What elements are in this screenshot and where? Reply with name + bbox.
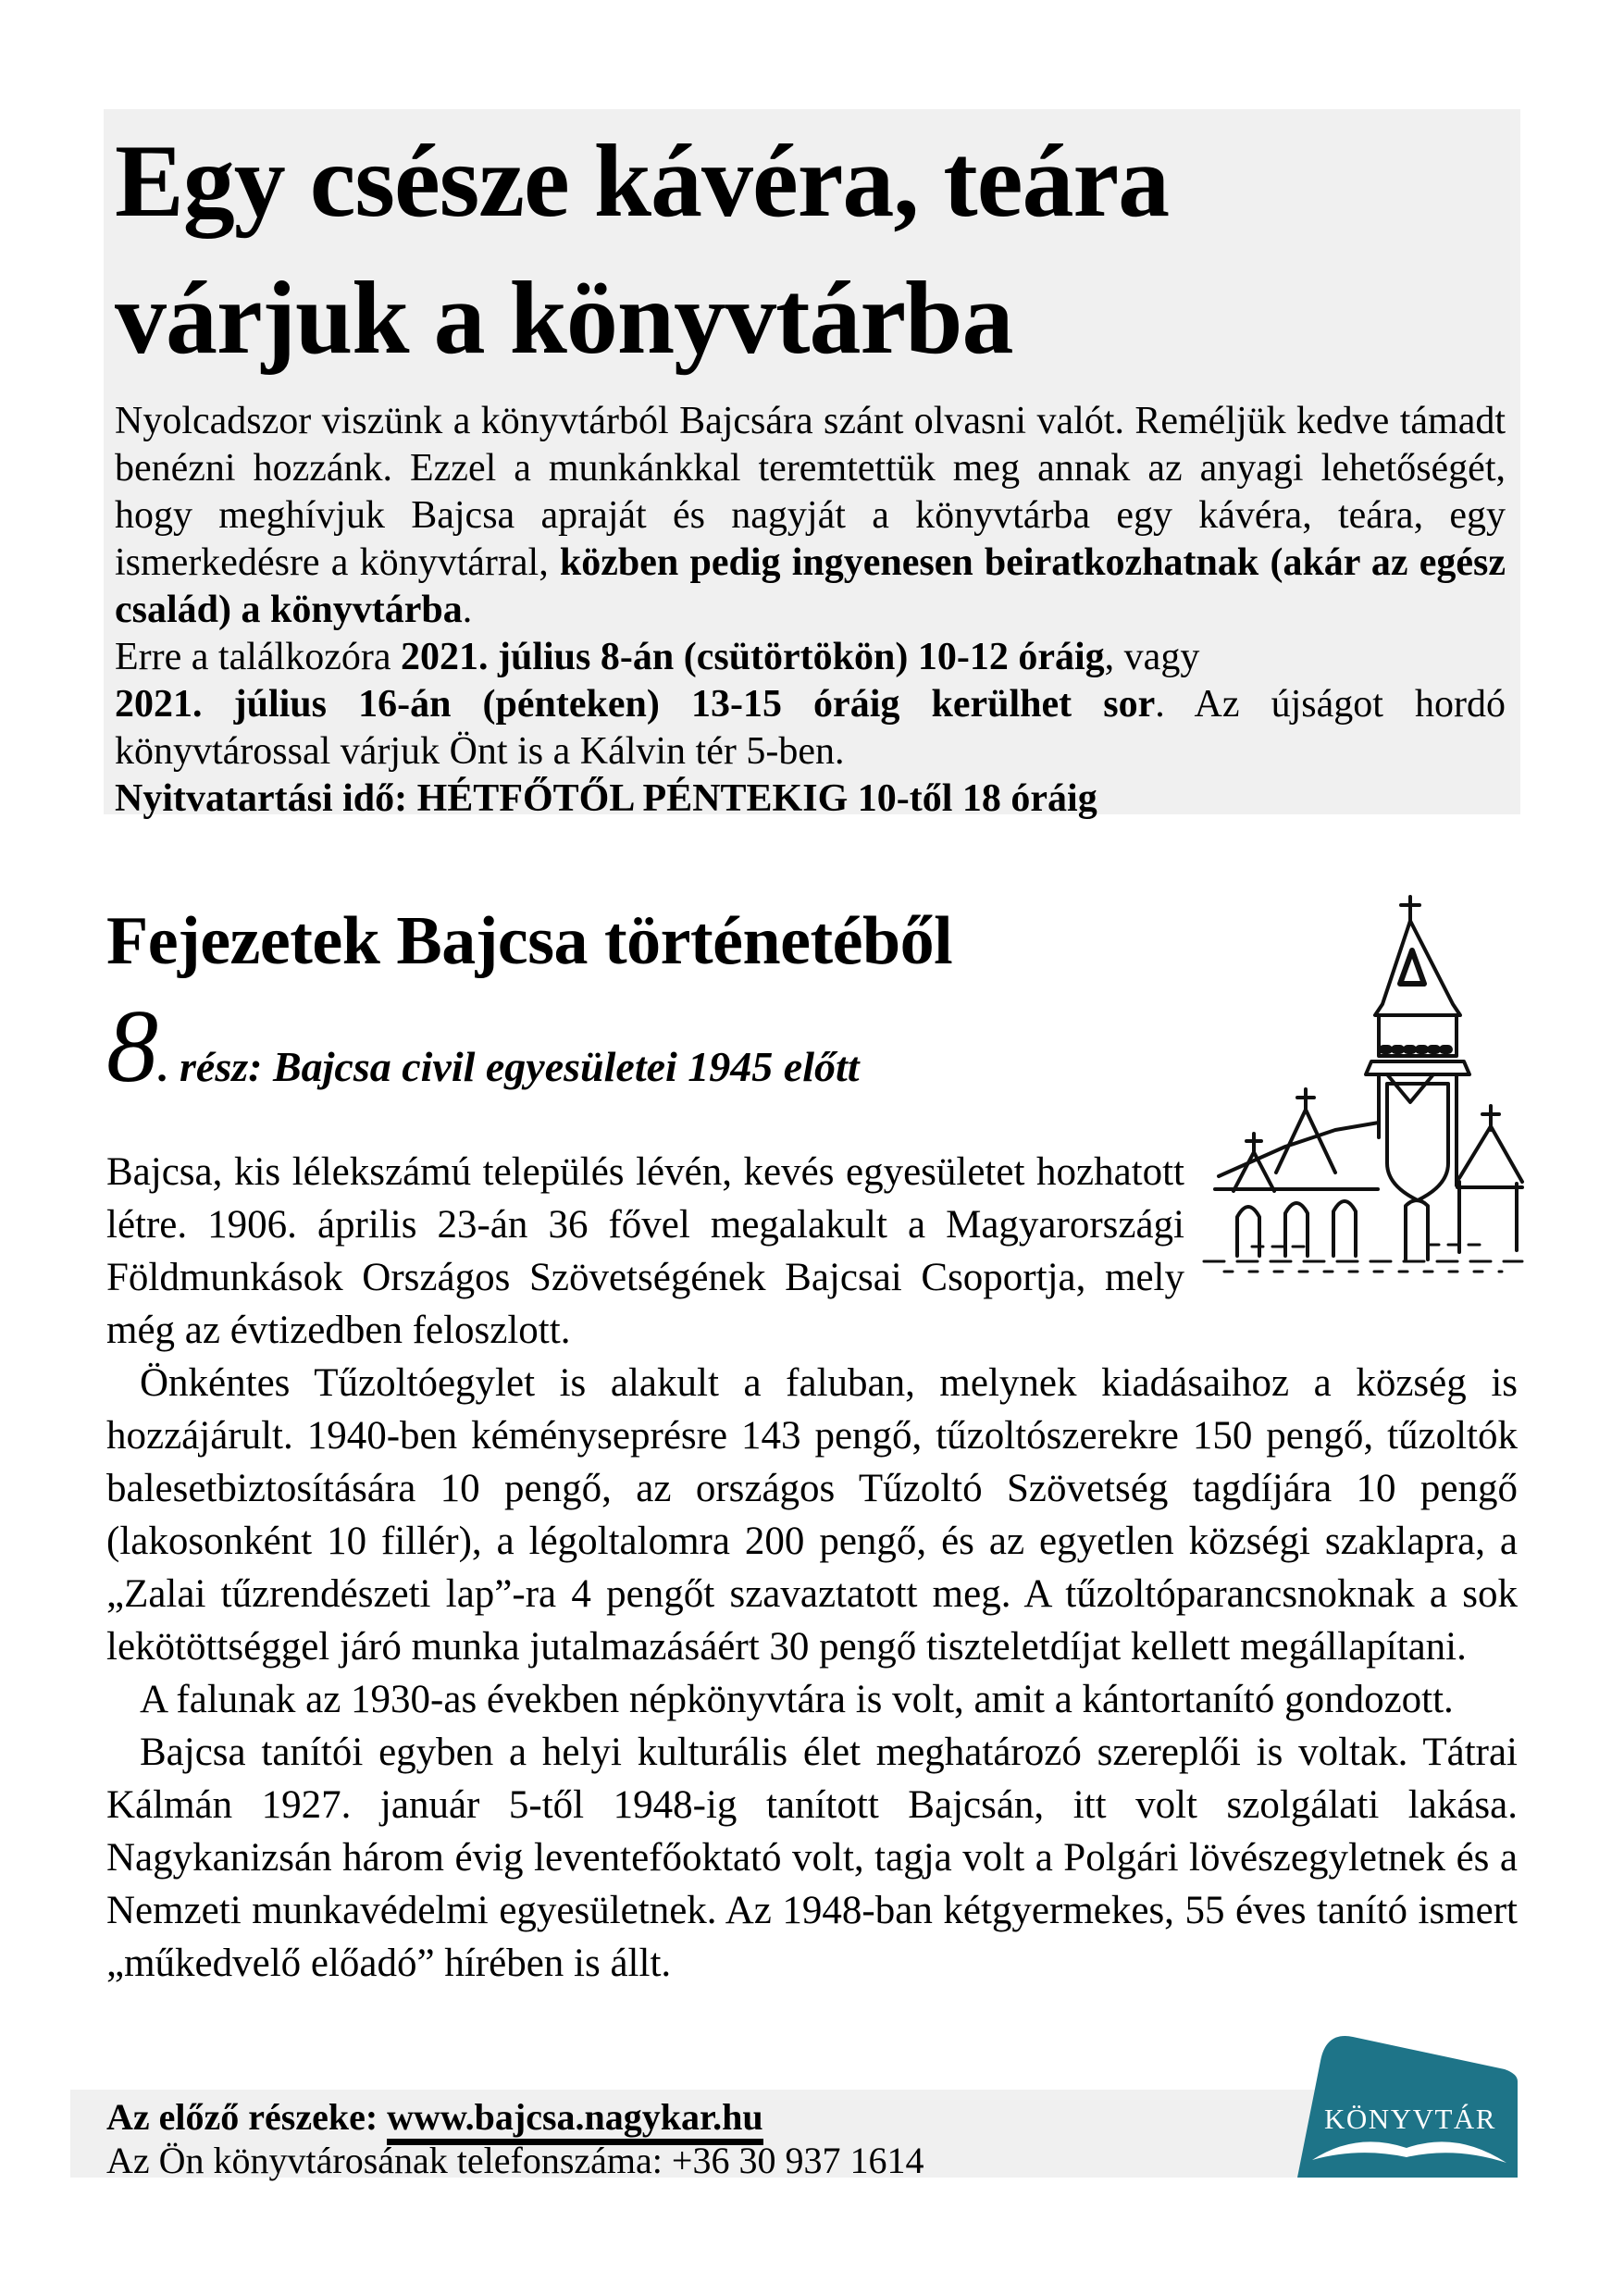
intro-block xyxy=(115,634,1506,681)
librarian-phone-line: Az Ön könyvtárosának telefonszáma: +36 30 937 1614 xyxy=(106,2140,924,2181)
article-paragraph: Önkéntes Tűzoltóegylet is alakult a faluban, melynek kiadásaihoz a község is hozzájárult. 1940-ben kéményseprésre 143 pengő, tűzoltószerekre 150 pengő, tűzoltók balesetbiztosítására 10 pengő, az országos Tűzoltó Szövetség tagdíjára 10 pengő (lakosonként 10 fillér), a légoltalomra 200 pengő, és az egyetlen községi szaklapra, a „Zalai tűzrendészeti lap”-ra 4 pengőt szavaztatott meg. A tűzoltóparancsnoknak a sok lekötöttséggel járó munka jutalmazásáért 30 pengő tiszteletdíjat kellett megállapítani. xyxy=(106,1360,1518,1669)
text-run: Nyitvatartási idő: HÉTFŐTŐL PÉNTEKIG 10-től 18 óráig xyxy=(115,777,1097,820)
announcement-box xyxy=(104,109,1520,820)
subtitle-part-number: 8 xyxy=(106,989,158,1104)
subtitle-text: . rész: Bajcsa civil egyesületei 1945 előtt xyxy=(158,1043,860,1090)
article-paragraph: Bajcsa, kis lélekszámú település lévén, kevés egyesületet hozhatott létre. 1906. április 23-án 36 fővel megalakult a Magyarországi Földmunkások Országos Szövetségének Bajcsai Csoportja, mely még az évtizedben feloszlott. xyxy=(106,1146,1518,1357)
library-logo xyxy=(1295,2011,1518,2178)
intro-block xyxy=(115,776,1506,823)
logo-wordmark: KÖNYVTÁR xyxy=(1324,2103,1496,2135)
intro-block xyxy=(115,681,1506,776)
previous-parts-label: Az előző részeke: xyxy=(106,2096,388,2138)
headline-line-2: várjuk a könyvtárba xyxy=(115,261,1013,376)
text-run: közben pedig ingyenesen beiratkozhatnak (akár az egész család) a könyvtárba xyxy=(115,541,1506,631)
article-paragraph: A falunak az 1930-as években népkönyvtára is volt, amit a kántortanító gondozott. xyxy=(140,1677,1454,1721)
intro-block xyxy=(115,398,1506,634)
intro-text xyxy=(115,398,1506,823)
text-run: . Az újságot hordó könyvtárossal várjuk Önt is a Kálvin tér 5-ben. xyxy=(115,683,1506,773)
text-run: 2021. július 16-án (pénteken) 13-15 óráig kerülhet sor xyxy=(115,683,1156,726)
text-run: Nyolcadszor viszünk a könyvtárból Bajcsára szánt olvasni valót. Reméljük kedve támadt benézni hozzánk. Ezzel a munkánkkal teremtettük meg annak az anyagi lehetőségét, hogy meghívjuk Bajcsa apraját és nagyját a könyvtárba egy kávéra, teára, egy ismerkedésre a könyvtárral, xyxy=(115,400,1506,584)
headline-line-1: Egy csésze kávéra, teára xyxy=(115,124,1170,239)
text-run: , vagy xyxy=(1104,636,1200,678)
text-run: . xyxy=(462,589,473,631)
text-run: Erre a találkozóra xyxy=(115,636,401,678)
previous-parts-url[interactable]: www.bajcsa.nagykar.hu xyxy=(387,2096,762,2145)
article-section xyxy=(106,902,1518,1990)
text-run: 2021. július 8-án (csütörtökön) 10-12 óráig xyxy=(400,636,1105,678)
article-paragraph: Bajcsa tanítói egyben a helyi kulturális élet meghatározó szereplői is voltak. Tátrai Kálmán 1927. január 5-től 1948-ig tanított Bajcsán, itt volt szolgálati lakása. Nagykanizsán három évig leventefőoktató volt, tagja volt a Polgári lövészegyletnek és a Nemzeti munkavédelmi egyesületnek. Az 1948-ban kétgyermekes, 55 éves tanító ismert „műkedvelő előadó” hírében is állt. xyxy=(106,1730,1518,1985)
page-title xyxy=(115,113,1506,387)
church-illustration xyxy=(1196,893,1531,1280)
article-heading: Fejezetek Bajcsa történetéből xyxy=(106,903,953,979)
